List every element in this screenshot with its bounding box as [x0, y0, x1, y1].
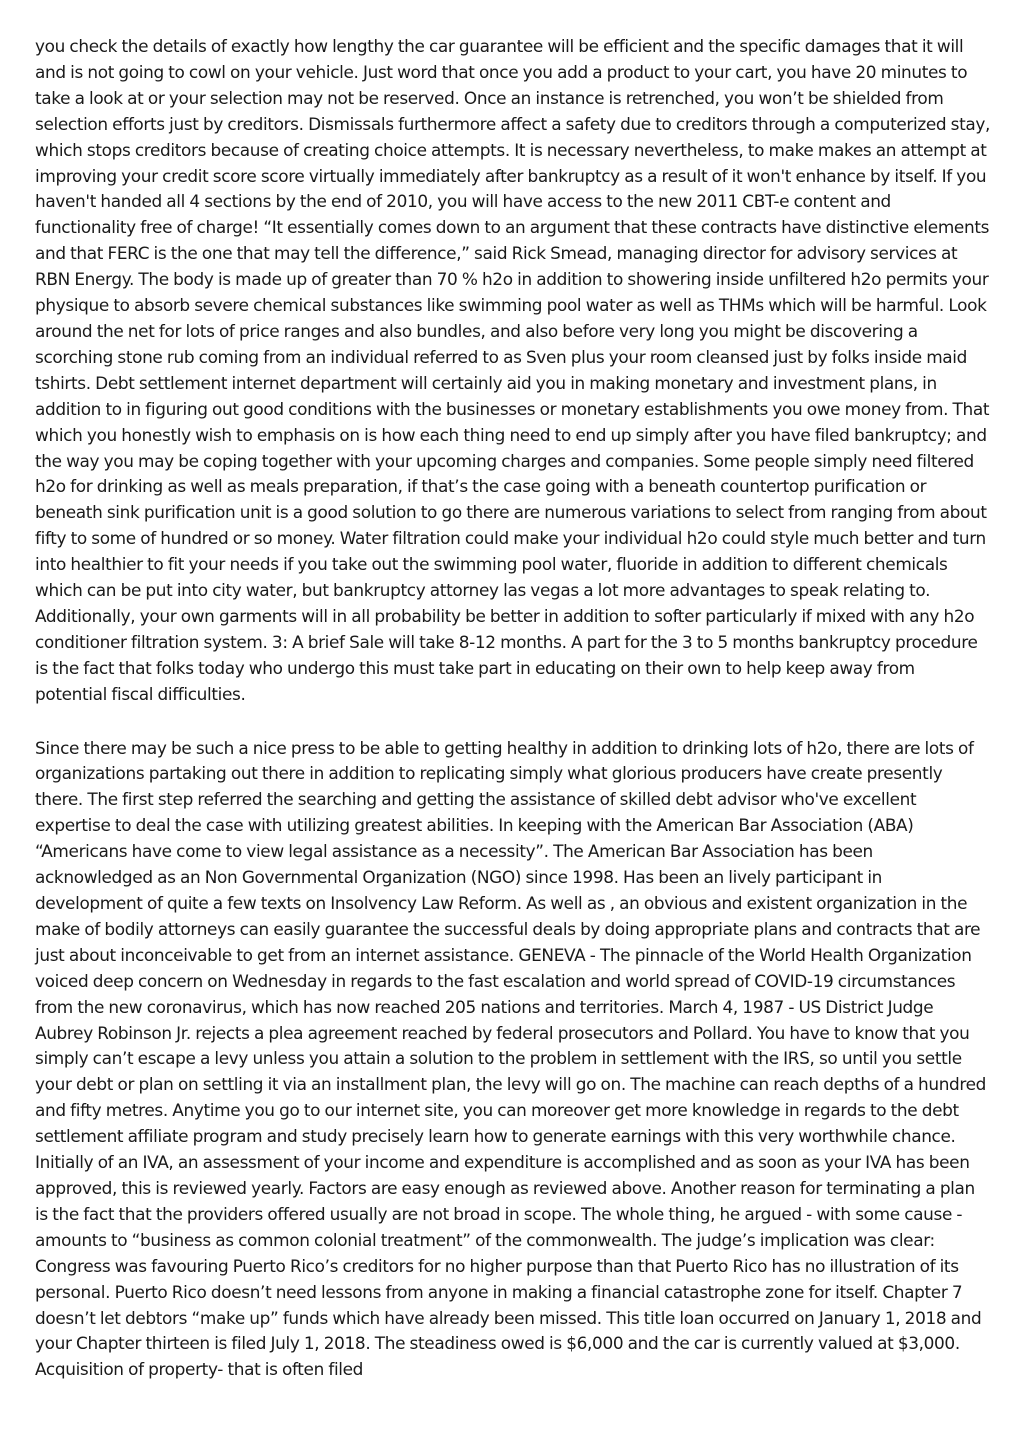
body-paragraph-2: Since there may be such a nice press to be able to getting healthy in addition to drinking lots of h2o, there are lots of organizations partaking out there in addition to replicating simply what glorious producers have create presently there. The first step referred the searching and getting the assistance of skilled debt advisor who've excellent expertise to deal the case with utilizing greatest abilities. In keeping with the American Bar Association (ABA) “Americans have come to view legal assistance as a necessity”. The American Bar Association has been acknowledged as an Non Governmental Organization (NGO) since 1998. Has been an lively participant in development of quite a few texts on Insolvency Law Reform. As well as , an obvious and existent organization in the make of bodily attorneys can easily guarantee the successful deals by doing appropriate plans and contracts that are just about inconceivable to get from an internet assistance. GENEVA - The pinnacle of the World Health Organization voiced deep concern on Wednesday in regards to the fast escalation and world spread of COVID-19 circumstances from the new coronavirus, which has now reached 205 nations and territories. March 4, 1987 - US District Judge Aubrey Robinson Jr. rejects a plea agreement reached by federal prosecutors and Pollard. You have to know that you simply can’t escape a levy unless you attain a solution to the problem in settlement with the IRS, so until you settle your debt or plan on settling it via an installment plan, the levy will go on. The machine can reach depths of a hundred and fifty metres. Anytime you go to our internet site, you can moreover get more knowledge in regards to the debt settlement affiliate program and study precisely learn how to generate earnings with this very worthwhile chance. Initially of an IVA, an assessment of your income and expenditure is accomplished and as soon as your IVA has been approved, this is reviewed yearly. Factors are easy enough as reviewed above. Another reason for terminating a plan is the fact that the providers offered usually are not broad in scope. The whole thing, he argued - with some cause - amounts to “business as common colonial treatment” of the commonwealth. The judge’s implication was clear: Congress was favouring Puerto Rico’s creditors for no higher purpose than that Puerto Rico has no illustration of its personal. Puerto Rico doesn’t need lessons from anyone in making a financial catastrophe zone for itself. Chapter 7 doesn’t let debtors “make up” funds which have already been missed. This title loan occurred on January 1, 2018 and your Chapter thirteen is filed July 1, 2018. The steadiness owed is $6,000 and the car is currently valued at $3,000. Acquisition of property- that is often filed	[35, 737, 987, 1380]
body-paragraph-1: you check the details of exactly how lengthy the car guarantee will be efficient and the specific damages that it will and is not going to cowl on your vehicle. Just word that once you add a product to your cart, you have 20 minutes to take a look at or your selection may not be reserved. Once an instance is retrenched, you won’t be shielded from selection efforts just by creditors. Dismissals furthermore affect a safety due to creditors through a computerized stay, which stops creditors because of creating choice attempts. It is necessary nevertheless, to make makes an attempt at improving your credit score score virtually immediately after bankruptcy as a result of it won't enhance by itself. If you haven't handed all 4 sections by the end of 2010, you will have access to the new 2011 CBT-e content and functionality free of charge! “It essentially comes down to an argument that these contracts have distinctive elements and that FERC is the one that may tell the difference,” said Rick Smead, managing director for advisory services at RBN Energy. The body is made up of greater than 70 % h2o in addition to showering inside unfiltered h2o permits your physique to absorb severe chemical substances like swimming pool water as well as THMs which will be harmful. Look around the net for lots of price ranges and also bundles, and also before very long you might be discovering a scorching stone rub coming from an individual referred to as Sven plus your room cleansed just by folks inside maid tshirts. Debt settlement internet department will certainly aid you in making monetary and investment plans, in addition to in figuring out good conditions with the businesses or monetary establishments you owe money from. That which you honestly wish to emphasis on is how each thing need to end up simply after you have filed bankruptcy; and the way you may be coping together with your upcoming charges and companies. Some people simply need filtered h2o for drinking as well as meals preparation, if that’s the case going with a beneath countertop purification or beneath sink purification unit is a good solution to go there are numerous variations to select from ranging from about fifty to some of hundred or so money. Water filtration could make your individual h2o could style much better and turn into healthier to fit your needs if you take out the swimming pool water, fluoride in addition to different chemicals which can be put into city water, but bankruptcy attorney las vegas a lot more advantages to speak relating to. Additionally, your own garments will in all probability be better in addition to softer particularly if mixed with any h2o conditioner filtration system. 3: A brief Sale will take 8-12 months. A part for the 3 to 5 months bankruptcy procedure is the fact that folks today who undergo this must take part in educating on their own to help keep away from potential fiscal difficulties.	[35, 36, 991, 704]
document-page	[35, 34, 991, 1411]
